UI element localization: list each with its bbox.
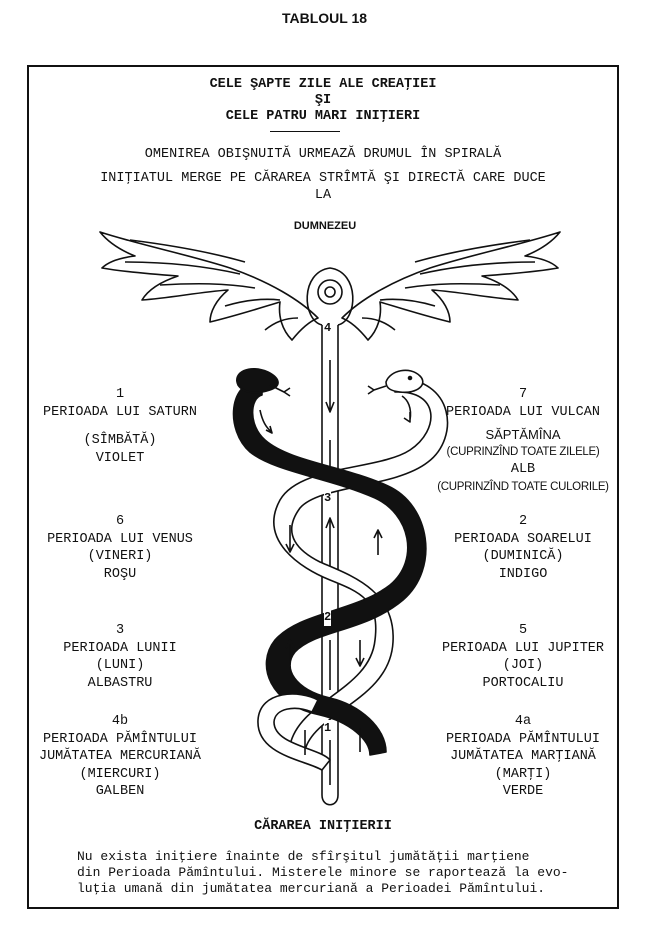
right-wing: [342, 232, 560, 340]
block-day: (MARŢI): [494, 766, 552, 782]
god-label: DUMNEZEU: [293, 220, 357, 232]
header-subtitle-2: INIŢIATUL MERGE PE CĂRAREA STRÎMTĂ ŞI DIRECTĂ CARE DUCE: [100, 171, 546, 186]
block-day: (DUMINICĂ): [482, 549, 564, 564]
block-number: 1: [115, 387, 125, 402]
block-day: (VINERI): [87, 549, 153, 564]
footer-title: CĂRAREA INIŢIERII: [254, 819, 392, 834]
staff-number-2: 2: [324, 610, 332, 624]
block-title: PERIOADA LUI VULCAN: [446, 404, 600, 420]
footer-note-3: luţia umană din jumătatea mercuriană a Perioadei Pămîntului.: [77, 881, 546, 896]
period-venus: [20, 513, 220, 583]
block-title: PERIOADA SOARELUI: [454, 531, 592, 547]
period-saturn: [20, 386, 220, 467]
block-day: SĂPTĂMÎNA: [485, 427, 561, 442]
block-number: 6: [115, 514, 125, 529]
period-moon: [20, 622, 220, 692]
block-color: VIOLET: [95, 450, 145, 466]
staff-number-4: 4: [324, 321, 332, 335]
block-number: 4a: [514, 714, 532, 729]
block-color: GALBEN: [95, 784, 145, 799]
period-earth-mars: [423, 713, 623, 801]
block-number: 2: [518, 514, 528, 529]
block-color: ROŞU: [103, 566, 137, 582]
block-title: PERIOADA LUNII: [63, 640, 177, 656]
period-jupiter: [423, 622, 623, 692]
block-number: 3: [115, 623, 125, 638]
period-sun: [423, 513, 623, 583]
block-title: PERIOADA LUI VENUS: [47, 531, 193, 547]
header-subtitle-3: LA: [314, 188, 332, 203]
period-vulcan: [423, 386, 623, 496]
block-color: ALBASTRU: [87, 675, 153, 691]
block-color: PORTOCALIU: [482, 675, 564, 691]
staff-number-3: 3: [324, 491, 332, 505]
block-number: 4b: [111, 714, 129, 729]
block-day: (MIERCURI): [79, 766, 161, 782]
block-title: PERIOADA LUI SATURN: [43, 404, 197, 420]
header-subtitle-1: OMENIREA OBIŞNUITĂ URMEAZĂ DRUMUL ÎN SPIRALĂ: [144, 147, 502, 162]
block-title: PERIOADA LUI JUPITER: [441, 640, 605, 656]
block-subtitle: JUMĂTATEA MERCURIANĂ: [38, 749, 202, 764]
block-note: (CUPRINZÎND TOATE ZILELE): [446, 445, 600, 458]
header-title-1: CELE ŞAPTE ZILE ALE CREAŢIEI: [209, 77, 437, 92]
block-day: (SÎMBĂTĂ): [83, 433, 157, 448]
staff-number-1: 1: [324, 721, 332, 735]
block-subtitle: JUMĂTATEA MARŢIANĂ: [450, 749, 596, 764]
left-wing: [100, 232, 318, 340]
block-color: INDIGO: [498, 566, 548, 582]
block-title: PERIOADA PĂMÎNTULUI: [446, 731, 600, 747]
block-day: (LUNI): [95, 658, 145, 673]
page-label: TABLOUL 18: [281, 10, 368, 26]
block-day: (JOI): [502, 658, 544, 673]
block-color: ALB: [510, 462, 536, 477]
serpent-head-right: [368, 370, 423, 394]
header-title-and: ŞI: [314, 93, 332, 108]
block-number: 5: [518, 623, 528, 638]
period-earth-mercury: [20, 713, 220, 801]
block-number: 7: [518, 387, 528, 402]
header-title-2: CELE PATRU MARI INIŢIERI: [225, 109, 421, 124]
block-color: VERDE: [502, 784, 544, 799]
block-title: PERIOADA PĂMÎNTULUI: [43, 731, 197, 747]
footer-note-1: Nu exista iniţiere înainte de sfîrşitul jumătăţii marţiene: [77, 849, 530, 864]
footer-note-2: din Perioada Pămîntului. Misterele minore se raportează la evo-: [77, 865, 569, 880]
block-note-2: (CUPRINZÎND TOATE CULORILE): [437, 480, 609, 493]
